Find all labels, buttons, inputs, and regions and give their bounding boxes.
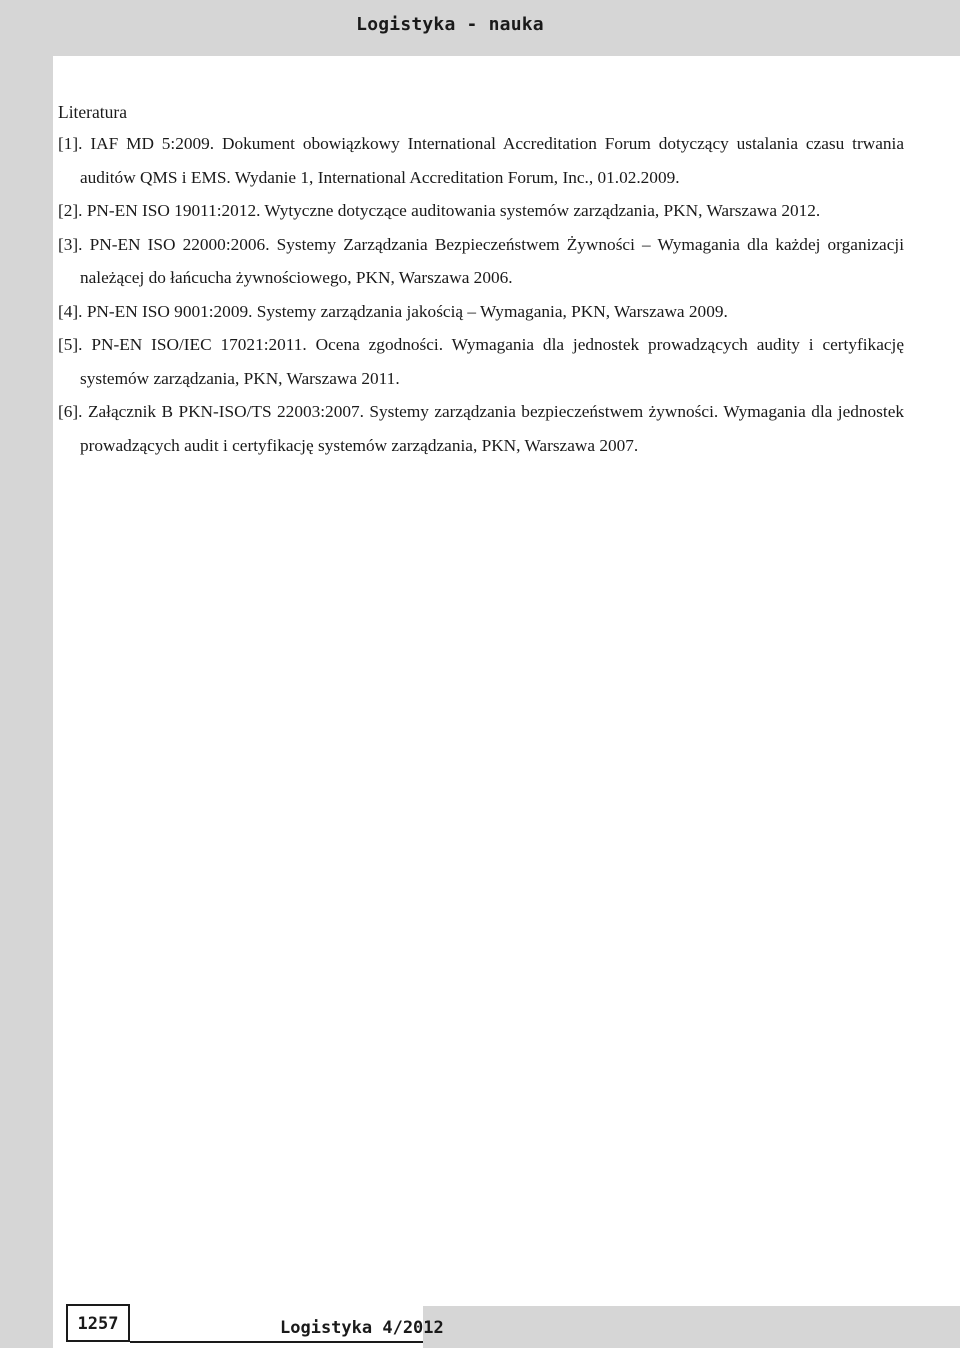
reference-text: IAF MD 5:2009. Dokument obowiązkowy International Accreditation Forum dotyczący ustalania czasu trwania auditów QMS i EMS. Wydanie 1, International Accreditation Forum, Inc., 01.02.2009. [80,134,904,187]
reference-number: [6]. [58,402,83,421]
reference-number: [5]. [58,335,83,354]
reference-number: [3]. [58,234,83,254]
reference-item [58,194,904,228]
reference-number: [2]. [58,201,83,220]
journal-issue: Logistyka 4/2012 [280,1318,444,1338]
reference-number: [4]. [58,301,83,321]
page-number: 1257 [77,1314,119,1334]
main-content [58,97,904,462]
reference-text: PN-EN ISO 9001:2009. Systemy zarządzania jakością – Wymagania, PKN, Warszawa 2009. [86,301,728,321]
reference-item [58,328,904,395]
reference-text: Załącznik B PKN-ISO/TS 22003:2007. Systemy zarządzania bezpieczeństwem żywności. Wymagania dla jednostek prowadzących audit i certyfikację systemów zarządzania, PKN, Warszawa 2007. [80,402,904,455]
reference-item [58,395,904,462]
footer-underline [130,1341,423,1343]
page-number-box [66,1304,130,1342]
reference-number: [1]. [58,134,83,153]
reference-text: PN-EN ISO 22000:2006. Systemy Zarządzania Bezpieczeństwem Żywności – Wymagania dla każdej organizacji należącej do łańcucha żywnościowego, PKN, Warszawa 2006. [80,234,904,287]
header-bar [0,0,960,56]
left-margin-strip [0,56,53,1348]
reference-text: PN-EN ISO 19011:2012. Wytyczne dotyczące auditowania systemów zarządzania, PKN, Warszawa 2012. [86,201,821,220]
reference-item [58,127,904,194]
reference-item [58,228,904,295]
running-header: Logistyka - nauka [356,14,544,35]
section-title: Literatura [58,102,127,122]
reference-item [58,295,904,329]
reference-text: PN-EN ISO/IEC 17021:2011. Ocena zgodności. Wymagania dla jednostek prowadzących audity i certyfikację systemów zarządzania, PKN, Warszawa 2011. [80,335,905,388]
reference-list [58,127,904,462]
